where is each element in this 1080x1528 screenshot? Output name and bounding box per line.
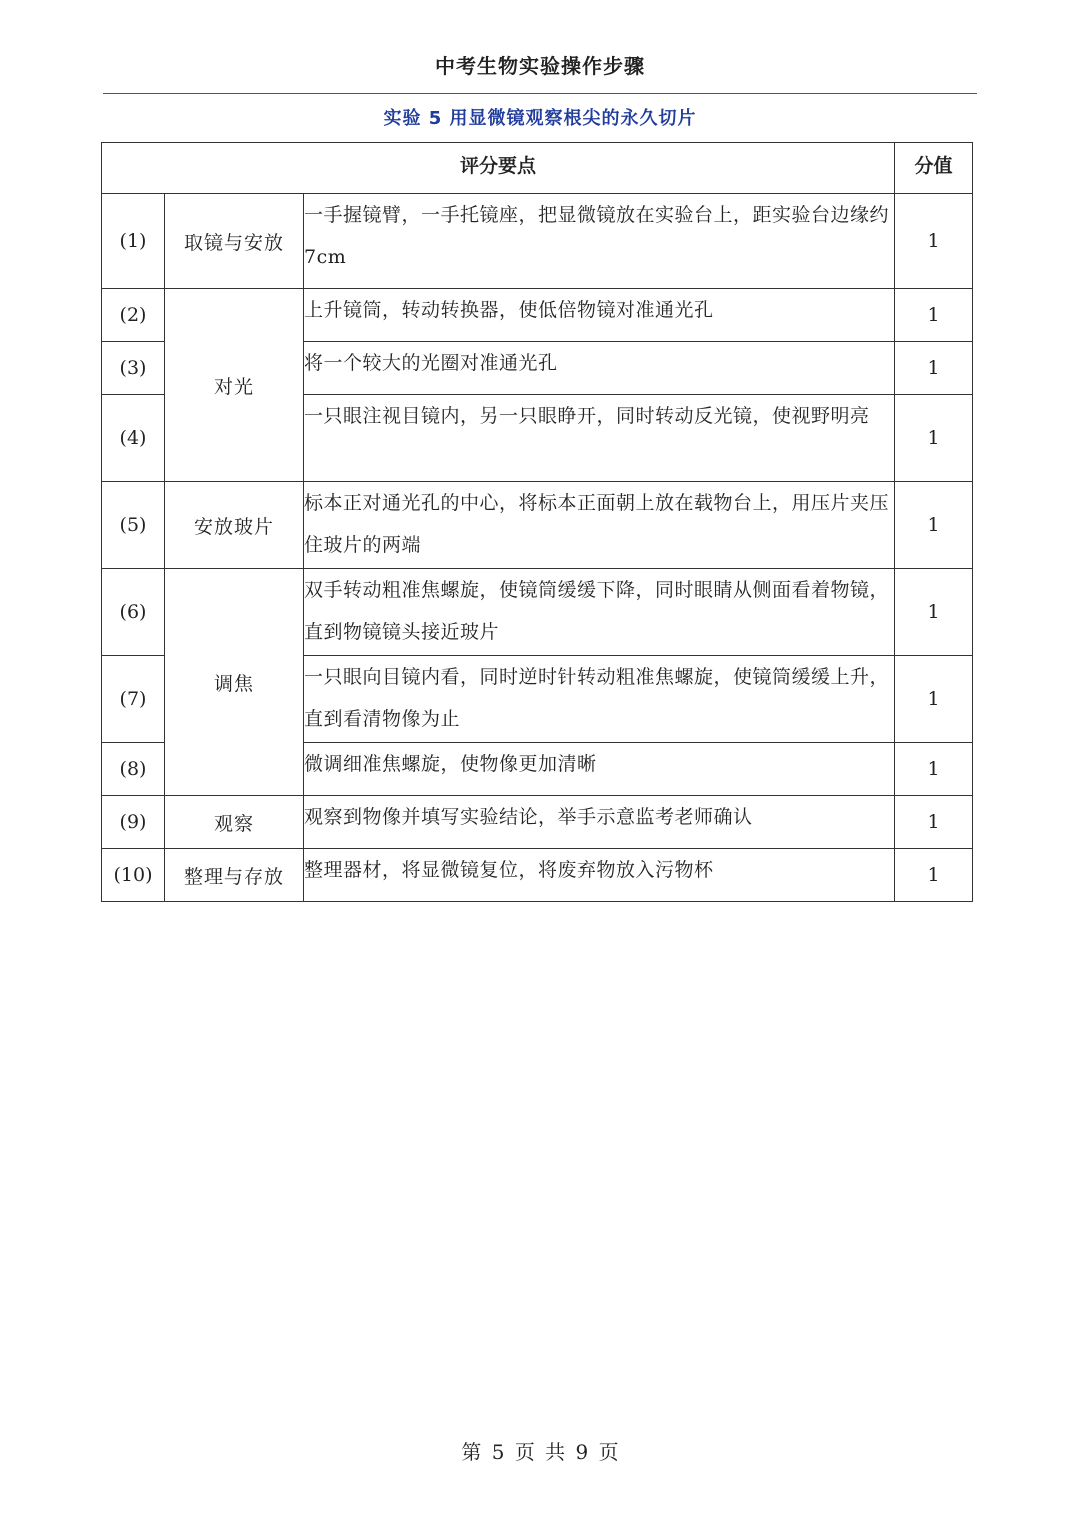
row-number: (7) bbox=[102, 656, 165, 743]
row-number: (9) bbox=[102, 796, 165, 849]
document-title: 中考生物实验操作步骤 bbox=[435, 54, 645, 78]
row-number: (4) bbox=[102, 395, 165, 482]
row-score: 1 bbox=[895, 289, 973, 342]
row-score: 1 bbox=[895, 743, 973, 796]
page-number: 第 5 页 共 9 页 bbox=[461, 1440, 619, 1464]
row-number: (5) bbox=[102, 482, 165, 569]
table-row bbox=[102, 194, 973, 289]
row-description: 一手握镜臂，一手托镜座，把显微镜放在实验台上，距实验台边缘约7cm bbox=[304, 194, 895, 289]
header-divider bbox=[103, 93, 977, 94]
header-scoring-points: 评分要点 bbox=[102, 143, 895, 194]
row-number: (2) bbox=[102, 289, 165, 342]
row-description: 标本正对通光孔的中心，将标本正面朝上放在载物台上，用压片夹压住玻片的两端 bbox=[304, 482, 895, 569]
row-description: 将一个较大的光圈对准通光孔 bbox=[304, 342, 895, 395]
row-description: 一只眼向目镜内看，同时逆时针转动粗准焦螺旋，使镜筒缓缓上升，直到看清物像为止 bbox=[304, 656, 895, 743]
row-number: (3) bbox=[102, 342, 165, 395]
row-number: (8) bbox=[102, 743, 165, 796]
row-score: 1 bbox=[895, 569, 973, 656]
table-row bbox=[102, 796, 973, 849]
row-category: 整理与存放 bbox=[165, 849, 304, 902]
row-score: 1 bbox=[895, 395, 973, 482]
table-row bbox=[102, 849, 973, 902]
row-score: 1 bbox=[895, 482, 973, 569]
table-row bbox=[102, 289, 973, 342]
table-header-row bbox=[102, 143, 973, 194]
row-score: 1 bbox=[895, 194, 973, 289]
row-score: 1 bbox=[895, 342, 973, 395]
table-row bbox=[102, 569, 973, 656]
row-score: 1 bbox=[895, 796, 973, 849]
row-description: 整理器材，将显微镜复位，将废弃物放入污物杯 bbox=[304, 849, 895, 902]
table-row bbox=[102, 482, 973, 569]
experiment-title: 实验 5 用显微镜观察根尖的永久切片 bbox=[383, 108, 697, 129]
row-category: 观察 bbox=[165, 796, 304, 849]
row-description: 上升镜筒，转动转换器，使低倍物镜对准通光孔 bbox=[304, 289, 895, 342]
row-category: 对光 bbox=[165, 289, 304, 482]
row-category: 调焦 bbox=[165, 569, 304, 796]
row-number: (1) bbox=[102, 194, 165, 289]
row-description: 观察到物像并填写实验结论，举手示意监考老师确认 bbox=[304, 796, 895, 849]
row-number: (6) bbox=[102, 569, 165, 656]
row-description: 双手转动粗准焦螺旋，使镜筒缓缓下降，同时眼睛从侧面看着物镜，直到物镜镜头接近玻片 bbox=[304, 569, 895, 656]
row-category: 取镜与安放 bbox=[165, 194, 304, 289]
row-description: 一只眼注视目镜内，另一只眼睁开，同时转动反光镜，使视野明亮 bbox=[304, 395, 895, 482]
row-score: 1 bbox=[895, 849, 973, 902]
row-description: 微调细准焦螺旋，使物像更加清晰 bbox=[304, 743, 895, 796]
row-score: 1 bbox=[895, 656, 973, 743]
row-number: (10) bbox=[102, 849, 165, 902]
scoring-table bbox=[101, 142, 973, 902]
row-category: 安放玻片 bbox=[165, 482, 304, 569]
header-score: 分值 bbox=[895, 143, 973, 194]
